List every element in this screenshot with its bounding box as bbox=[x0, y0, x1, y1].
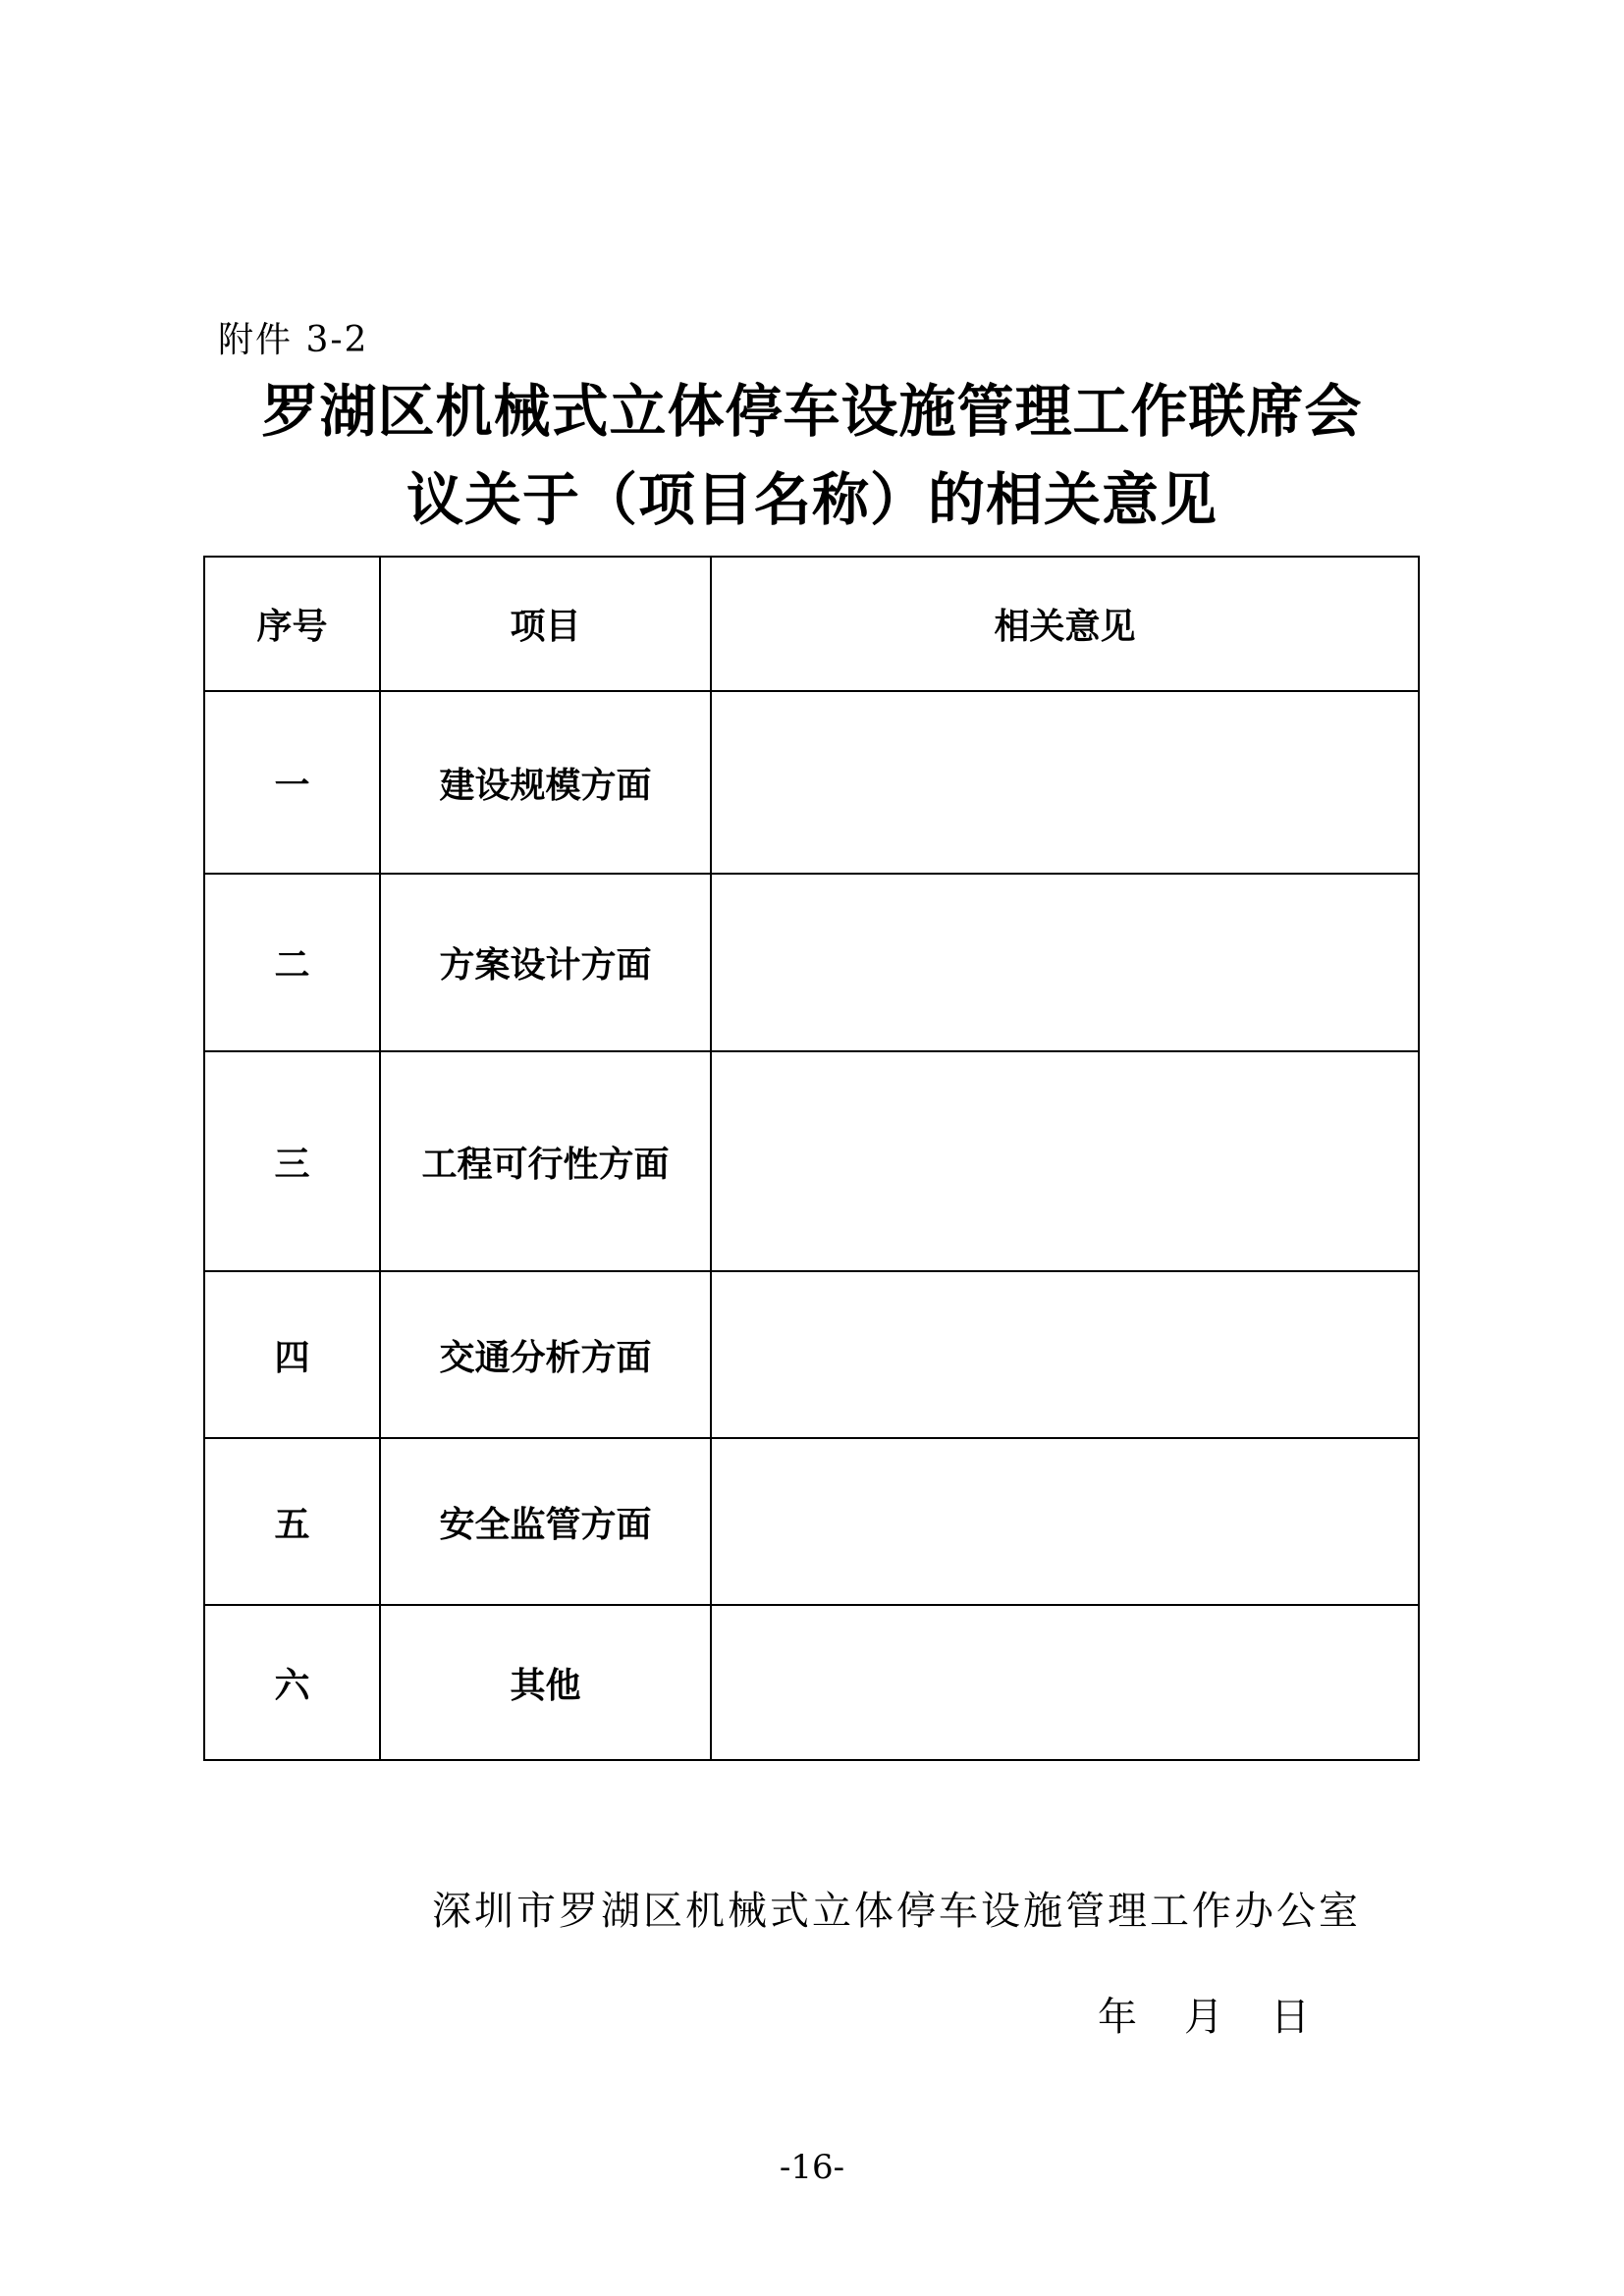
row-opinion-cell[interactable] bbox=[711, 1051, 1419, 1271]
table-row bbox=[204, 1051, 1419, 1271]
date-year-label: 年 bbox=[1098, 1995, 1137, 2040]
table-row bbox=[204, 874, 1419, 1051]
table-row bbox=[204, 1605, 1419, 1760]
row-opinion-cell[interactable] bbox=[711, 1605, 1419, 1760]
document-title-line-2: 议关于（项目名称）的相关意见 bbox=[406, 466, 1218, 533]
column-header-seq: 序号 bbox=[204, 557, 380, 691]
date-month-label: 月 bbox=[1184, 1995, 1223, 2040]
row-seq: 一 bbox=[204, 691, 380, 874]
issuer-office: 深圳市罗湖区机械式立体停车设施管理工作办公室 bbox=[432, 1889, 1361, 1934]
date-day-label: 日 bbox=[1271, 1995, 1310, 2040]
row-item: 方案设计方面 bbox=[380, 874, 711, 1051]
table-header-row bbox=[204, 557, 1419, 691]
row-seq: 四 bbox=[204, 1271, 380, 1438]
row-seq: 五 bbox=[204, 1438, 380, 1605]
row-item: 安全监管方面 bbox=[380, 1438, 711, 1605]
document-title-line-1: 罗湖区机械式立体停车设施管理工作联席会 bbox=[261, 378, 1363, 445]
table-row bbox=[204, 1271, 1419, 1438]
row-item: 交通分析方面 bbox=[380, 1271, 711, 1438]
page-number: -16- bbox=[779, 2148, 845, 2187]
row-item: 建设规模方面 bbox=[380, 691, 711, 874]
row-opinion-cell[interactable] bbox=[711, 874, 1419, 1051]
row-item: 工程可行性方面 bbox=[380, 1051, 711, 1271]
table-row bbox=[204, 691, 1419, 874]
column-header-opinion: 相关意见 bbox=[711, 557, 1419, 691]
row-seq: 三 bbox=[204, 1051, 380, 1271]
row-seq: 六 bbox=[204, 1605, 380, 1760]
opinion-table bbox=[203, 556, 1420, 1761]
attachment-label: 附件 3-2 bbox=[218, 320, 369, 360]
column-header-item: 项目 bbox=[380, 557, 711, 691]
table-row bbox=[204, 1438, 1419, 1605]
row-opinion-cell[interactable] bbox=[711, 1438, 1419, 1605]
row-opinion-cell[interactable] bbox=[711, 1271, 1419, 1438]
row-item: 其他 bbox=[380, 1605, 711, 1760]
row-opinion-cell[interactable] bbox=[711, 691, 1419, 874]
row-seq: 二 bbox=[204, 874, 380, 1051]
date-line bbox=[1098, 1986, 1310, 2042]
